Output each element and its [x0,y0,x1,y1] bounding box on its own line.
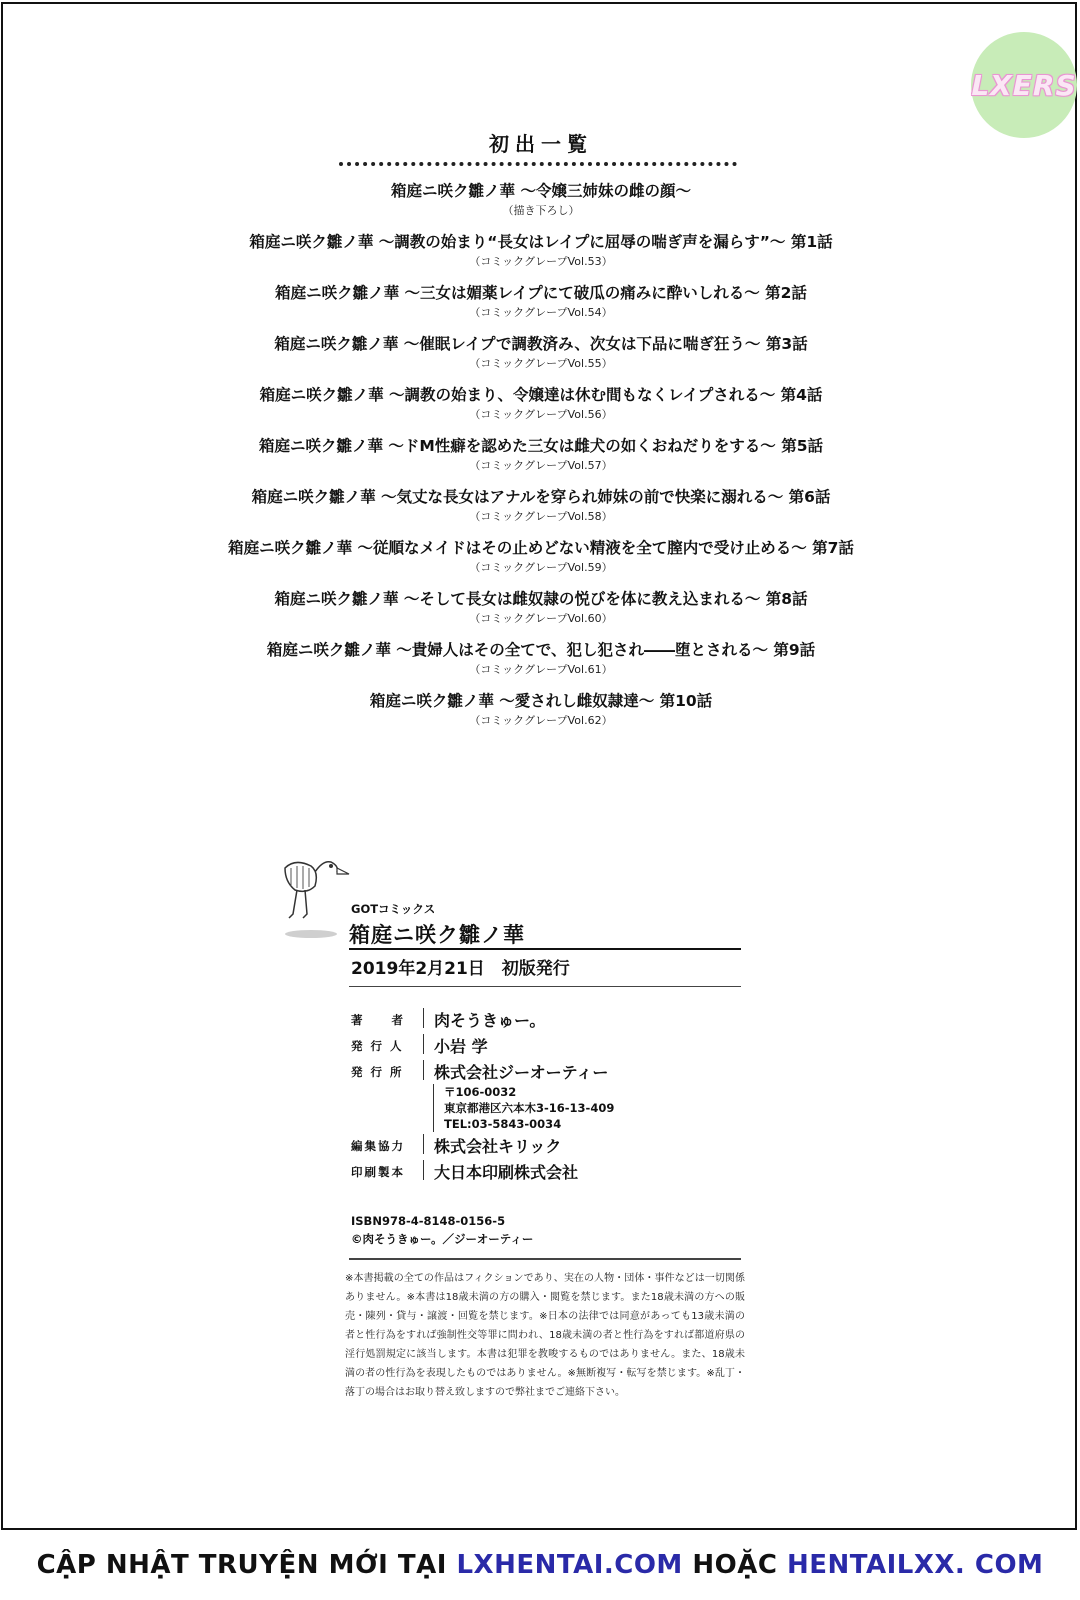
divider [349,1258,741,1260]
toc-entry-source: （コミックグレープVol.62） [469,714,613,727]
credit-value: 肉そうきゅー。 [434,1011,546,1030]
credit-publisher [351,1060,751,1086]
toc-entry-source: （コミックグレープVol.54） [469,306,613,319]
book-title: 箱庭ニ咲ク雛ノ華 [349,923,525,947]
credit-label: 発 行 所 [351,1060,424,1080]
credit-label: 編集協力 [351,1134,424,1154]
toc-entry [3,180,1079,231]
toc-entry-source: （コミックグレープVol.56） [469,408,613,421]
toc-entry [3,486,1079,537]
credits [351,1008,751,1186]
site-logo-text: LXERS [971,68,1077,102]
credit-editing [351,1134,751,1160]
telephone: TEL:03-5843-0034 [444,1117,562,1131]
toc-entry [3,333,1079,384]
street-address: 東京都港区六本木3-16-13-409 [444,1101,615,1115]
credit-author [351,1008,751,1034]
toc-entry [3,384,1079,435]
site-logo[interactable] [971,32,1077,138]
credit-value: 株式会社ジーオーティー [434,1063,609,1082]
toc-entry-source: （コミックグレープVol.55） [469,357,613,370]
footer-middle: HOẶC [682,1550,787,1580]
toc-list [3,180,1079,741]
toc-entry [3,690,1079,741]
credit-label: 発 行 人 [351,1034,424,1054]
credit-publisher-person [351,1034,751,1060]
isbn-block [351,1212,533,1248]
book-page [1,2,1077,1530]
toc-title: 初出一覧 [489,132,593,156]
toc-entry-source: （コミックグレープVol.59） [469,561,613,574]
footer-link-lxhentai[interactable]: LXHENTAI.COM [456,1550,683,1580]
toc-entry-title: 箱庭ニ咲ク雛ノ華 ～気丈な長女はアナルを穿られ姉妹の前で快楽に溺れる～ 第6話 [251,488,831,506]
toc-entry [3,588,1079,639]
toc-entry-title: 箱庭ニ咲ク雛ノ華 ～調教の始まり“長女はレイプに屈辱の喘ぎ声を漏らす”～ 第1話 [249,233,833,251]
bird-illustration-icon [281,854,353,938]
toc-entry-title: 箱庭ニ咲ク雛ノ華 ～調教の始まり、令嬢達は休む間もなくレイプされる～ 第4話 [259,386,823,404]
toc-entry-source: （コミックグレープVol.53） [469,255,613,268]
toc-entry-title: 箱庭ニ咲ク雛ノ華 ～従順なメイドはその止めどない精液を全て膣内で受け止める～ 第7話 [228,539,854,557]
toc-entry-title: 箱庭ニ咲ク雛ノ華 ～そして長女は雌奴隷の悦びを体に教え込まれる～ 第8話 [274,590,808,608]
toc-entry-source: （描き下ろし） [502,204,580,217]
toc-entry-title: 箱庭ニ咲ク雛ノ華 ～貴婦人はその全てで、犯し犯され――堕とされる～ 第9話 [266,641,816,659]
credit-value: 小岩 学 [434,1037,488,1056]
toc-entry-title: 箱庭ニ咲ク雛ノ華 ～三女は媚薬レイプにて破瓜の痛みに酔いしれる～ 第2話 [275,284,807,302]
toc-entry [3,231,1079,282]
publication-date: 2019年2月21日 初版発行 [351,959,570,979]
postal-code: 〒106-0032 [444,1085,517,1099]
toc-entry-source: （コミックグレープVol.57） [469,459,613,472]
footer-link-hentailxx[interactable]: HENTAILXX. COM [786,1550,1044,1580]
series-label: GOTコミックス [351,902,436,916]
toc-entry [3,537,1079,588]
legal-notice: ※本書掲載の全ての作品はフィクションであり、実在の人物・団体・事件などは一切関係ありません。※本書は18歳未満の方の購入・閲覧を禁じます。また18歳未満の方への販売・陳列・貸与・譲渡・回覧を禁じます。※日本の法律では同意があっても13歳未満の者と性行為をすれば強制性交等罪に問われ、18歳未満の者と性行為をすれば都道府県の淫行処罰規定に該当します。本書は犯罪を教唆するものではありません。また、18歳未満の者の性行為を表現したものではありません。※無断複写・転写を禁じます。※乱丁・落丁の場合はお取り替え致しますので弊社までご連絡下さい。 [345,1273,745,1398]
toc-entry-title: 箱庭ニ咲ク雛ノ華 ～ドM性癖を認めた三女は雌犬の如くおねだりをする～ 第5話 [258,437,823,455]
publisher-address [433,1084,751,1132]
toc-entry-source: （コミックグレープVol.58） [469,510,613,523]
divider [349,986,741,987]
toc-entry [3,435,1079,486]
credit-label: 著 者 [351,1008,424,1028]
credit-value: 株式会社キリック [434,1137,562,1156]
toc-entry-title: 箱庭ニ咲ク雛ノ華 ～令嬢三姉妹の雌の顔～ [391,182,691,200]
footer-banner [0,1550,1080,1580]
toc-entry [3,639,1079,690]
toc-entry-title: 箱庭ニ咲ク雛ノ華 ～催眠レイプで調教済み、次女は下品に喘ぎ狂う～ 第3話 [274,335,808,353]
toc-entry-source: （コミックグレープVol.61） [469,663,613,676]
toc-entry-source: （コミックグレープVol.60） [469,612,613,625]
isbn: ISBN978-4-8148-0156-5 [351,1214,506,1228]
credit-label: 印刷製本 [351,1160,424,1180]
credit-printing [351,1160,751,1186]
credit-value: 大日本印刷株式会社 [434,1163,579,1182]
footer-prefix: CẬP NHẬT TRUYỆN MỚI TẠI [36,1550,457,1580]
toc-entry [3,282,1079,333]
copyright: ©肉そうきゅー。／ジーオーティー [351,1232,534,1246]
toc-entry-title: 箱庭ニ咲ク雛ノ華 ～愛されし雌奴隷達～ 第10話 [369,692,713,710]
divider [349,948,741,950]
toc-divider [339,162,737,166]
